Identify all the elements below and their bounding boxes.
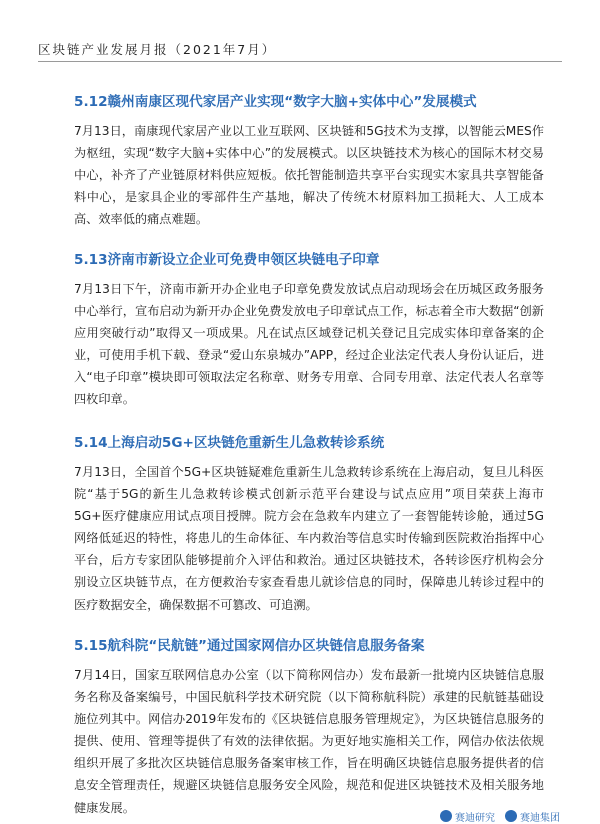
news-section-5-13: [74, 250, 544, 411]
header-divider: [38, 61, 562, 62]
footer-logo-a-text: 赛迪研究: [455, 812, 495, 824]
logo-icon: [440, 810, 452, 822]
section-body: 7月13日，全国首个5G+区块链疑难危重新生儿急救转诊系统在上海启动，复旦儿科医院“基于5G的新生儿急救转诊模式创新示范平台建设与试点应用”项目荣获上海市5G+医疗健康应用试点项目授牌。院方会在急救车内建立了一套智能转诊舱，通过5G网络低延迟的特性，将患儿的生命体征、车内救治等信息实时传输到医院救治指挥中心平台，后方专家团队能够提前介入评估和救治。通过区块链技术，各转诊医疗机构会分别设立区块链节点，在方便救治专家查看患儿就诊信息的同时，保障患儿转诊过程中的医疗数据安全，确保数据不可篡改、可追溯。: [74, 465, 544, 612]
section-heading: 5.13济南市新设立企业可免费申领区块链电子印章: [74, 252, 380, 268]
news-section-5-12: [74, 92, 544, 230]
logo-icon: [505, 810, 517, 822]
section-heading: 5.14上海启动5G+区块链危重新生儿急救转诊系统: [74, 435, 385, 451]
footer-logo-a: [440, 809, 495, 824]
section-heading: 5.12赣州南康区现代家居产业实现“数字大脑+实体中心”发展模式: [74, 94, 477, 110]
footer-logo-b-text: 赛迪集团: [520, 812, 560, 824]
news-section-5-14: [74, 433, 544, 616]
news-section-5-15: [74, 636, 544, 819]
footer-logos: [440, 809, 560, 823]
section-heading: 5.15航科院“民航链”通过国家网信办区块链信息服务备案: [74, 638, 425, 654]
section-body: 7月13日下午，济南市新开办企业电子印章免费发放试点启动现场会在历城区政务服务中心举行，宣布启动为新开办企业免费发放电子印章试点工作，标志着全市大数据“创新应用突破行动”取得又一项成果。凡在试点区域登记机关登记且完成实体印章备案的企业，可使用手机下载、登录“爱山东泉城办”APP，经过企业法定代表人身份认证后，进入“电子印章”模块即可领取法定名称章、财务专用章、合同专用章、法定代表人名章等四枚印章。: [74, 282, 544, 407]
footer-logo-b: [505, 809, 560, 824]
page-header-title: 区块链产业发展月报（2021年7月）: [38, 42, 277, 57]
section-body: 7月14日，国家互联网信息办公室（以下简称网信办）发布最新一批境内区块链信息服务名称及备案编号，中国民航科学技术研究院（以下简称航科院）承建的民航链基础设施位列其中。网信办2019年发布的《区块链信息服务管理规定》，为区块链信息服务的提供、使用、管理等提供了有效的法律依据。为更好地实施相关工作，网信办依法依规组织开展了多批次区块链信息服务备案审核工作，旨在明确区块链信息服务提供者的信息安全管理责任，规避区块链信息服务安全风险，规范和促进区块链技术及相关服务地健康发展。: [74, 668, 544, 815]
section-body: 7月13日，南康现代家居产业以工业互联网、区块链和5G技术为支撑，以智能云MES作为枢纽，实现“数字大脑+实体中心”的发展模式。以区块链技术为核心的国际木材交易中心，补齐了产业链原材料供应短板。依托智能制造共享平台实现实木家具共享智能备料中心，是家具企业的零部件生产基地，解决了传统木材原料加工损耗大、人工成本高、效率低的痛点难题。: [74, 124, 544, 227]
